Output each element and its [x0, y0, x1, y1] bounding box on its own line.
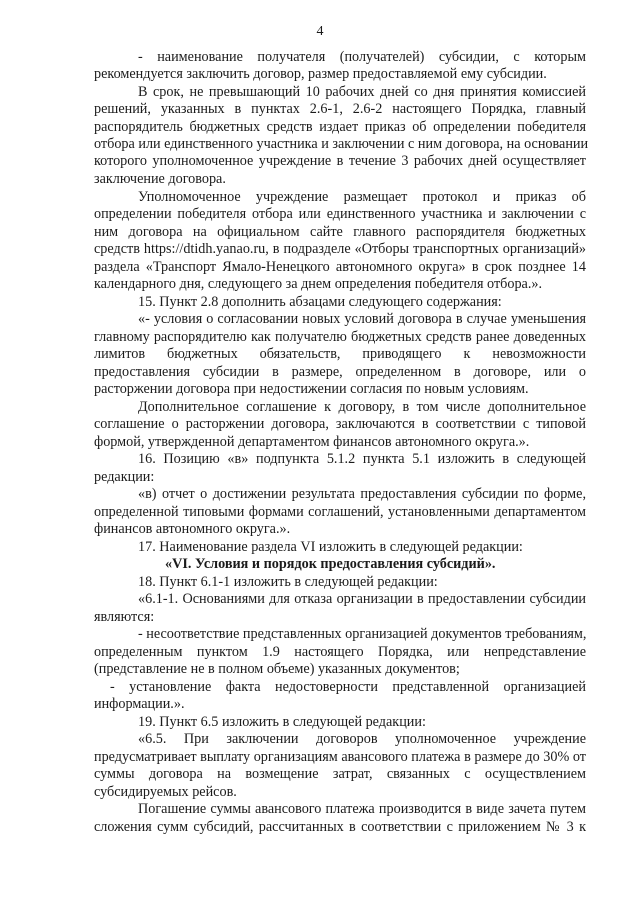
text-line: раздела «Транспорт Ямало-Ненецкого автономного округа» в срок позднее 14 [94, 259, 586, 275]
text-line: рекомендуется заключить договор, размер предоставляемой ему субсидии. [94, 66, 547, 82]
text-line: финансов автономного округа.». [94, 521, 291, 537]
text-line: отбора или единственного участника и заключении с ним договора, на основании [94, 136, 589, 152]
text-line: редакции: [94, 469, 155, 485]
text-line: ним договора на официальном сайте главного распорядителя бюджетных [94, 224, 586, 240]
text-line: - наименование получателя (получателей) субсидии, с которым [138, 49, 586, 65]
text-line: - установление факта недостоверности представленной организацией [110, 679, 586, 695]
text-line: определенной типовыми формами соглашений, установленными департаментом [94, 504, 586, 520]
text-line: определении победителя отбора или единственного участника и заключении с [94, 206, 586, 222]
text-line: календарного дня, следующего за днем определения победителя отбора.». [94, 276, 543, 292]
text-line: соглашение о расторжении договора, заключаются в соответствии с типовой [94, 416, 586, 432]
text-line: «6.1-1. Основаниями для отказа организации в предоставлении субсидии [138, 591, 586, 607]
text-line: «в) отчет о достижении результата предоставления субсидии по форме, [138, 486, 586, 502]
text-line: Дополнительное соглашение к договору, в том числе дополнительное [138, 399, 586, 415]
text-line: 15. Пункт 2.8 дополнить абзацами следующего содержания: [138, 294, 502, 310]
text-line: средств https://dtidh.yanao.ru, в подразделе «Отборы транспортных организаций» [94, 241, 586, 257]
text-line: 17. Наименование раздела VI изложить в следующей редакции: [138, 539, 523, 555]
text-line: заключение договора. [94, 171, 226, 187]
text-line: 18. Пункт 6.1-1 изложить в следующей редакции: [138, 574, 438, 590]
text-line: суммы договора на возмещение затрат, связанных с осуществлением [94, 766, 586, 782]
text-line: определенным пунктом 1.9 настоящего Порядка, или непредставление [94, 644, 586, 660]
page-number: 4 [316, 24, 324, 39]
text-line: распорядитель бюджетных средств издает приказ об определении победителя [94, 119, 586, 135]
section-heading: «VI. Условия и порядок предоставления субсидий». [165, 556, 496, 572]
text-line: решений, указанных в пунктах 2.6-1, 2.6-2 настоящего Порядка, главный [94, 101, 586, 117]
text-line: являются: [94, 609, 155, 625]
text-line: (представление не в полном объеме) указанных документов; [94, 661, 460, 677]
text-line: главному распорядителю как получателю бюджетных средств ранее доведенных [94, 329, 586, 345]
text-line: 16. Позицию «в» подпункта 5.1.2 пункта 5.1 изложить в следующей [138, 451, 586, 467]
text-line: информации.». [94, 696, 185, 712]
text-line: - несоответствие представленных организацией документов требованиям, [138, 626, 587, 642]
text-line: Уполномоченное учреждение размещает протокол и приказ об [138, 189, 586, 205]
text-line: формой, утвержденной департаментом финансов автономного округа.». [94, 434, 530, 450]
text-line: лимитов бюджетных обязательств, приводящего к невозможности [94, 346, 586, 362]
text-line: которого уполномоченное учреждение в течение 3 рабочих дней осуществляет [94, 153, 586, 169]
text-line: «6.5. При заключении договоров уполномоченное учреждение [138, 731, 586, 747]
text-line: сложения сумм субсидий, рассчитанных в соответствии с приложением № 3 к [94, 819, 586, 835]
text-line: Погашение суммы авансового платежа производится в виде зачета путем [138, 801, 586, 817]
text-line: предоставления субсидии в размере, определенном в договоре, или о [94, 364, 586, 380]
text-line: субсидируемых рейсов. [94, 784, 237, 800]
text-line: В срок, не превышающий 10 рабочих дней со дня принятия комиссией [138, 84, 586, 100]
text-line: 19. Пункт 6.5 изложить в следующей редакции: [138, 714, 426, 730]
text-line: предусматривает выплату организациям авансового платежа в размере до 30% от [94, 749, 586, 765]
text-line: расторжении договора при недостижении согласия по новым условиям. [94, 381, 529, 397]
text-line: «- условия о согласовании новых условий договора в случае уменьшения [138, 311, 586, 327]
